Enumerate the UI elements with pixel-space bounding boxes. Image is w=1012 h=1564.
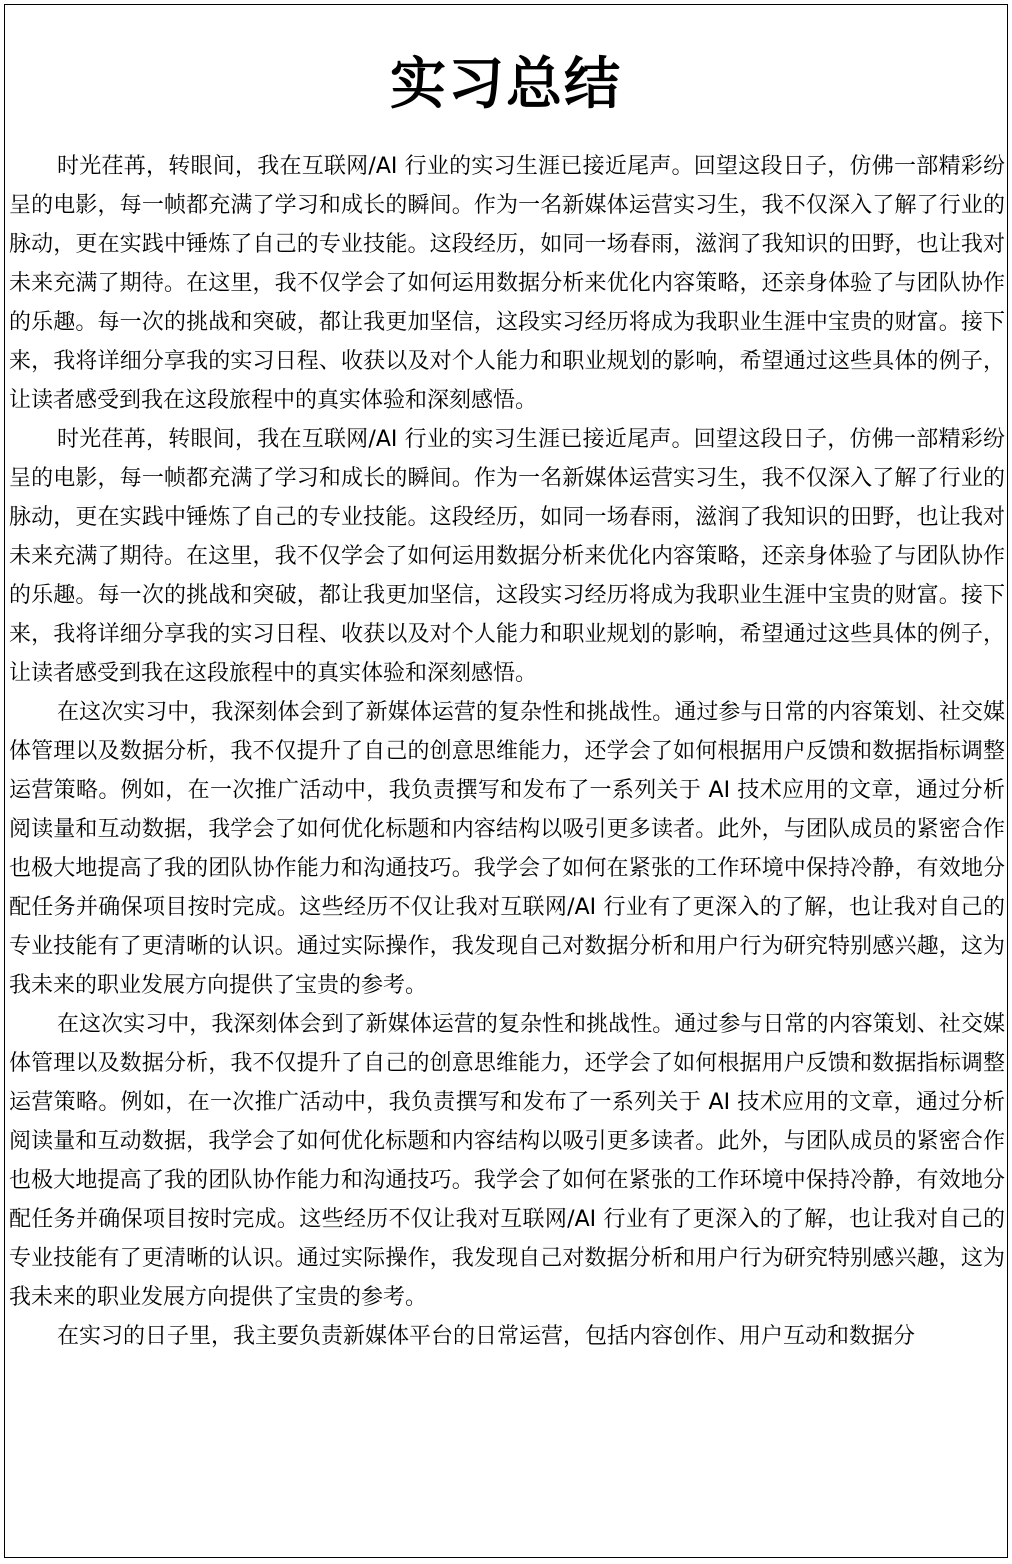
document-page — [4, 4, 1008, 1558]
paragraph-1: 时光荏苒，转眼间，我在互联网/AI 行业的实习生涯已接近尾声。回望这段日子，仿佛一部精彩纷呈的电影，每一帧都充满了学习和成长的瞬间。作为一名新媒体运营实习生，我不仅深入了解了行业的脉动，更在实践中锤炼了自己的专业技能。这段经历，如同一场春雨，滋润了我知识的田野，也让我对未来充满了期待。在这里，我不仅学会了如何运用数据分析来优化内容策略，还亲身体验了与团队协作的乐趣。每一次的挑战和突破，都让我更加坚信，这段实习经历将成为我职业生涯中宝贵的财富。接下来，我将详细分享我的实习日程、收获以及对个人能力和职业规划的影响，希望通过这些具体的例子，让读者感受到我在这段旅程中的真实体验和深刻感悟。 — [9, 154, 1005, 413]
document-body — [5, 147, 1007, 1356]
paragraph-2: 时光荏苒，转眼间，我在互联网/AI 行业的实习生涯已接近尾声。回望这段日子，仿佛一部精彩纷呈的电影，每一帧都充满了学习和成长的瞬间。作为一名新媒体运营实习生，我不仅深入了解了行业的脉动，更在实践中锤炼了自己的专业技能。这段经历，如同一场春雨，滋润了我知识的田野，也让我对未来充满了期待。在这里，我不仅学会了如何运用数据分析来优化内容策略，还亲身体验了与团队协作的乐趣。每一次的挑战和突破，都让我更加坚信，这段实习经历将成为我职业生涯中宝贵的财富。接下来，我将详细分享我的实习日程、收获以及对个人能力和职业规划的影响，希望通过这些具体的例子，让读者感受到我在这段旅程中的真实体验和深刻感悟。 — [9, 427, 1005, 686]
paragraph-4: 在这次实习中，我深刻体会到了新媒体运营的复杂性和挑战性。通过参与日常的内容策划、社交媒体管理以及数据分析，我不仅提升了自己的创意思维能力，还学会了如何根据用户反馈和数据指标调整运营策略。例如，在一次推广活动中，我负责撰写和发布了一系列关于 AI 技术应用的文章，通过分析阅读量和互动数据，我学会了如何优化标题和内容结构以吸引更多读者。此外，与团队成员的紧密合作也极大地提高了我的团队协作能力和沟通技巧。我学会了如何在紧张的工作环境中保持冷静，有效地分配任务并确保项目按时完成。这些经历不仅让我对互联网/AI 行业有了更深入的了解，也让我对自己的专业技能有了更清晰的认识。通过实际操作，我发现自己对数据分析和用户行为研究特别感兴趣，这为我未来的职业发展方向提供了宝贵的参考。 — [9, 1012, 1005, 1310]
document-title: 实习总结 — [390, 52, 622, 117]
paragraph-5: 在实习的日子里，我主要负责新媒体平台的日常运营，包括内容创作、用户互动和数据分 — [57, 1324, 916, 1349]
paragraph-3: 在这次实习中，我深刻体会到了新媒体运营的复杂性和挑战性。通过参与日常的内容策划、社交媒体管理以及数据分析，我不仅提升了自己的创意思维能力，还学会了如何根据用户反馈和数据指标调整运营策略。例如，在一次推广活动中，我负责撰写和发布了一系列关于 AI 技术应用的文章，通过分析阅读量和互动数据，我学会了如何优化标题和内容结构以吸引更多读者。此外，与团队成员的紧密合作也极大地提高了我的团队协作能力和沟通技巧。我学会了如何在紧张的工作环境中保持冷静，有效地分配任务并确保项目按时完成。这些经历不仅让我对互联网/AI 行业有了更深入的了解，也让我对自己的专业技能有了更清晰的认识。通过实际操作，我发现自己对数据分析和用户行为研究特别感兴趣，这为我未来的职业发展方向提供了宝贵的参考。 — [9, 700, 1005, 998]
